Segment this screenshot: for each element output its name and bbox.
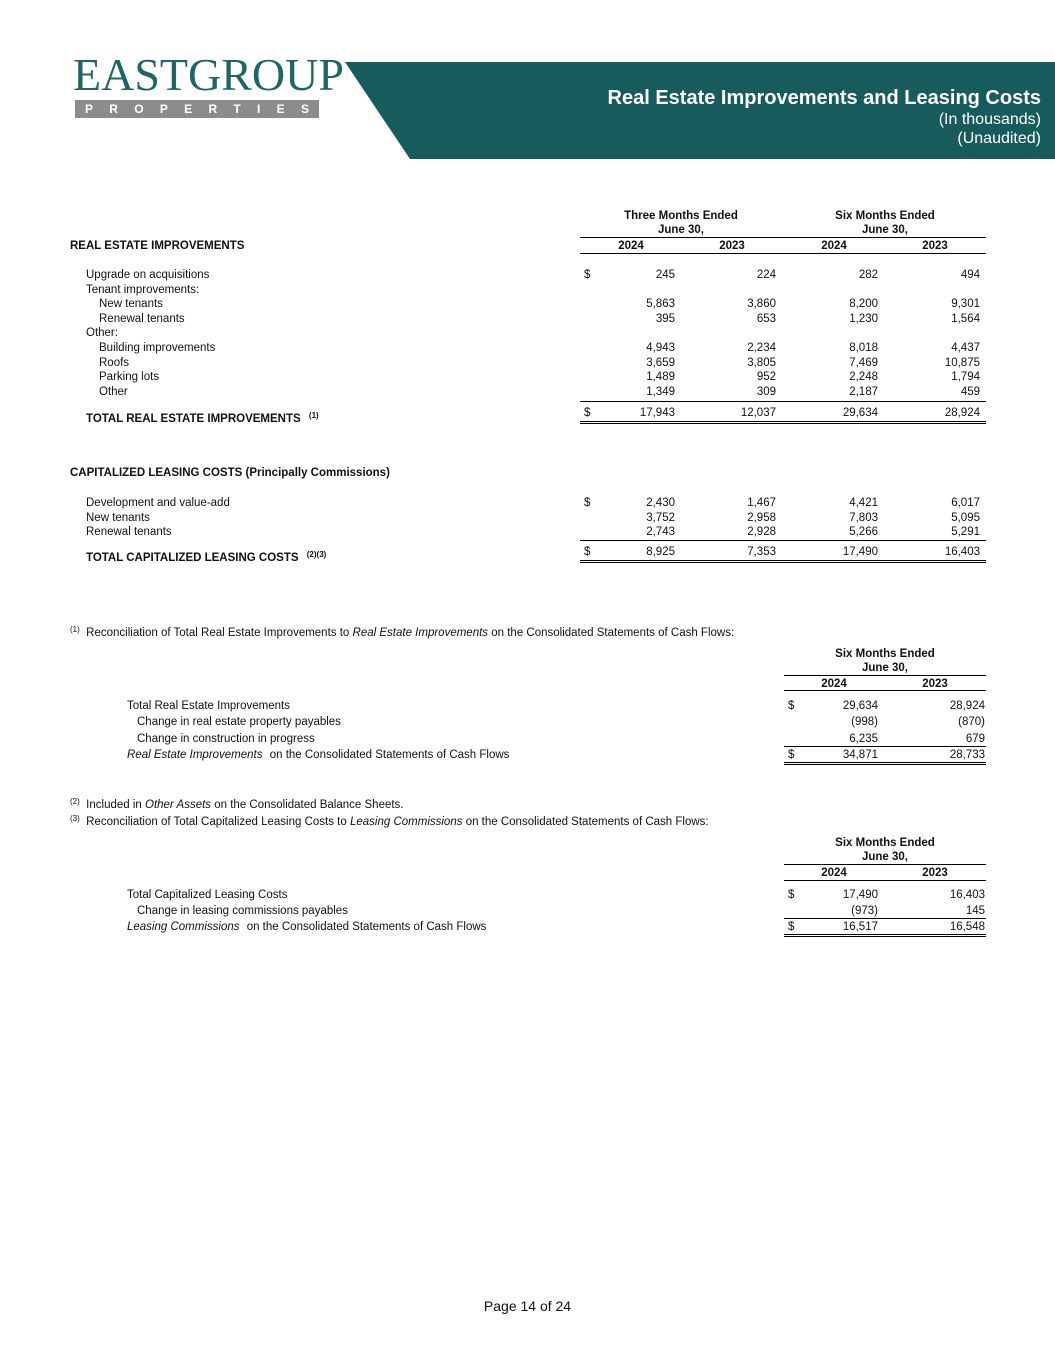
total-label-text: TOTAL REAL ESTATE IMPROVEMENTS: [86, 413, 301, 425]
table-cell-value: 282: [858, 269, 878, 281]
table-cell-value: 2,958: [747, 511, 776, 524]
logo-letter: S: [300, 102, 309, 116]
total-value: 8,925: [646, 546, 675, 558]
table-cell-value: 1,230: [849, 312, 878, 325]
logo-letter: P: [85, 102, 94, 116]
logo-letter: E: [184, 102, 193, 116]
currency-symbol: $: [584, 497, 591, 509]
col-2023-q: 2023: [719, 240, 745, 252]
table-cell-value: (973): [851, 905, 878, 918]
table-cell-value: 3,659: [646, 356, 675, 369]
table-row-label: Total Capitalized Leasing Costs: [127, 889, 288, 901]
total-value: 28,924: [944, 407, 980, 419]
total-rule: [784, 918, 986, 919]
table-cell-value: 28,924: [949, 700, 985, 712]
table-cell-value: 10,875: [944, 356, 980, 369]
table-cell-value: 145: [965, 905, 985, 918]
note1-col-june: June 30,: [861, 662, 909, 674]
col-2024-s: 2024: [821, 240, 847, 252]
total-value: 34,871: [842, 749, 878, 761]
table-cell-value: 17,490: [842, 889, 878, 901]
total-rule: [580, 401, 986, 402]
table-cell-value: 2,743: [646, 526, 675, 539]
note1-col-six-months: Six Months Ended: [835, 648, 935, 660]
logo-subbar: [75, 100, 319, 118]
table-cell-value: 309: [756, 385, 776, 398]
total-label: [86, 409, 319, 426]
table-cell-value: 7,803: [849, 511, 878, 524]
total-value: 16,403: [944, 546, 980, 558]
table-row-label: Renewal tenants: [99, 312, 185, 325]
currency-symbol: $: [788, 889, 795, 901]
table-row-label: Parking lots: [99, 371, 160, 384]
table-cell-value: 29,634: [842, 700, 878, 712]
page-subtitle-audit: (Unaudited): [957, 130, 1041, 147]
note3-col-six-months: Six Months Ended: [835, 837, 935, 849]
table-row-label: Change in leasing commissions payables: [137, 905, 348, 918]
table-cell-value: 6,017: [951, 497, 980, 509]
table-cell-value: 459: [960, 385, 980, 398]
table-row-label: Upgrade on acquisitions: [86, 269, 210, 281]
table-cell-value: 1,564: [951, 312, 980, 325]
table-cell-value: 3,805: [747, 356, 776, 369]
page-title: Real Estate Improvements and Leasing Costs: [607, 87, 1041, 109]
table-cell-value: 9,301: [951, 298, 980, 311]
total-value: 16,517: [842, 921, 878, 933]
note2-text: $^{(2)}$ Included in Other Assets on the Consolidated Balance Sheets.: [70, 797, 404, 811]
logo-letter: P: [159, 102, 168, 116]
table-cell-value: 4,421: [849, 497, 878, 509]
note3-year-rule: [784, 880, 986, 881]
table-cell-value: (870): [958, 716, 985, 729]
total-label-italic: Real Estate Improvements: [127, 749, 263, 761]
table-row-label: Change in construction in progress: [137, 732, 315, 745]
table-row-label: Change in real estate property payables: [137, 716, 341, 729]
table-row-label: Other:: [86, 327, 118, 340]
table-cell-value: 5,266: [849, 526, 878, 539]
total-value: 16,548: [949, 921, 985, 933]
note3-header-rule: [784, 864, 986, 865]
table-row-label: Roofs: [99, 356, 130, 369]
total-label-text: on the Consolidated Statements of Cash Flows: [243, 921, 487, 933]
table-cell-value: 3,752: [646, 511, 675, 524]
table-cell-value: 1,489: [646, 371, 675, 384]
table-cell-value: 653: [756, 312, 776, 325]
note3-col-june: June 30,: [861, 851, 909, 863]
currency-symbol: $: [788, 921, 795, 933]
table-cell-value: 494: [960, 269, 980, 281]
total-value: 12,037: [740, 407, 776, 419]
year-rule: [580, 253, 986, 254]
table-row-label: Development and value-add: [86, 497, 230, 509]
table-cell-value: 224: [756, 269, 776, 281]
table-cell-value: 7,469: [849, 356, 878, 369]
currency-symbol: $: [788, 700, 795, 712]
table-cell-value: 1,467: [747, 497, 776, 509]
table-cell-value: 8,200: [849, 298, 878, 311]
note3-text: $^{(3)}$ Reconciliation of Total Capitalized Leasing Costs to Leasing Commissions on the Consolidated Statements of Cash Flows:: [70, 814, 709, 828]
table-row-label: New tenants: [99, 298, 163, 311]
total-label: [127, 921, 486, 934]
note1-year-rule: [784, 690, 986, 691]
page-subtitle-units: (In thousands): [938, 111, 1041, 128]
note1-header-rule: [784, 675, 986, 676]
table-cell-value: 4,437: [951, 342, 980, 354]
total-double-rule: [580, 421, 986, 424]
total-label: [86, 548, 326, 565]
col-header-three-june: June 30,: [657, 224, 705, 236]
table-cell-value: 245: [655, 269, 675, 281]
table-row-label: Building improvements: [99, 342, 216, 354]
table-cell-value: 2,248: [849, 371, 878, 384]
total-double-rule: [784, 762, 986, 765]
currency-symbol: $: [584, 269, 591, 281]
total-double-rule: [784, 934, 986, 937]
table-cell-value: 2,234: [747, 342, 776, 354]
table-cell-value: 8,018: [849, 342, 878, 354]
total-value: 7,353: [747, 546, 776, 558]
table-cell-value: 2,187: [849, 385, 878, 398]
col-2023-s: 2023: [922, 240, 948, 252]
total-rule: [784, 746, 986, 747]
table-cell-value: 395: [655, 312, 675, 325]
table-row-label: Renewal tenants: [86, 526, 172, 539]
table-cell-value: 1,794: [951, 371, 980, 384]
note3-col-2024: 2024: [821, 867, 847, 879]
logo-wordmark: EASTGROUP: [73, 49, 344, 100]
footnote-ref: (2)(3): [304, 550, 327, 559]
logo-letter: O: [134, 102, 144, 116]
total-value: 17,490: [842, 546, 878, 558]
total-value: 28,733: [949, 749, 985, 761]
currency-symbol: $: [788, 749, 795, 761]
total-value: 17,943: [639, 407, 675, 419]
table-cell-value: 4,943: [646, 342, 675, 354]
total-label-text: TOTAL CAPITALIZED LEASING COSTS: [86, 552, 299, 564]
note1-text: $^{(1)}$ Reconciliation of Total Real Estate Improvements to Real Estate Improvements on the Consolidated Statements of Cash Flows:: [70, 625, 735, 639]
table-row-label: Tenant improvements:: [86, 283, 200, 296]
total-label: [127, 749, 509, 762]
table-cell-value: 5,863: [646, 298, 675, 311]
logo-letter: T: [233, 102, 241, 116]
table-row-label: New tenants: [86, 511, 150, 524]
table-cell-value: 5,291: [951, 526, 980, 539]
total-rule: [580, 540, 986, 541]
table-row-label: Total Real Estate Improvements: [127, 700, 290, 712]
table-cell-value: 2,430: [646, 497, 675, 509]
table-cell-value: (998): [851, 716, 878, 729]
col-header-six-june: June 30,: [861, 224, 909, 236]
header-rule: [580, 237, 986, 238]
clc-heading: CAPITALIZED LEASING COSTS (Principally Commissions): [70, 467, 390, 479]
table-cell-value: 6,235: [849, 732, 878, 745]
note1-col-2024: 2024: [821, 678, 847, 690]
logo-letter: R: [208, 102, 218, 116]
company-logo: [73, 49, 344, 100]
table-cell-value: 952: [756, 371, 776, 384]
page-footer: Page 14 of 24: [483, 1298, 572, 1314]
currency-symbol: $: [584, 407, 591, 419]
table-cell-value: 1,349: [646, 385, 675, 398]
table-cell-value: 2,928: [747, 526, 776, 539]
note1-col-2023: 2023: [922, 678, 948, 690]
logo-letter: R: [109, 102, 118, 116]
col-2024-q: 2024: [618, 240, 644, 252]
table-cell-value: 679: [965, 732, 985, 745]
total-value: 29,634: [842, 407, 878, 419]
logo-letter: E: [276, 102, 285, 116]
total-label-italic: Leasing Commissions: [127, 921, 240, 933]
note3-col-2023: 2023: [922, 867, 948, 879]
table-cell-value: 5,095: [951, 511, 980, 524]
table-cell-value: 3,860: [747, 298, 776, 311]
logo-letter: I: [257, 102, 261, 116]
currency-symbol: $: [584, 546, 591, 558]
table-row-label: Other: [99, 385, 128, 398]
table-cell-value: 16,403: [949, 889, 985, 901]
total-double-rule: [580, 560, 986, 563]
rei-heading: REAL ESTATE IMPROVEMENTS: [70, 240, 245, 252]
footnote-ref: (1): [306, 411, 319, 420]
total-label-text: on the Consolidated Statements of Cash Flows: [266, 749, 510, 761]
col-header-six-months: Six Months Ended: [835, 210, 935, 222]
col-header-three-months: Three Months Ended: [624, 210, 738, 222]
